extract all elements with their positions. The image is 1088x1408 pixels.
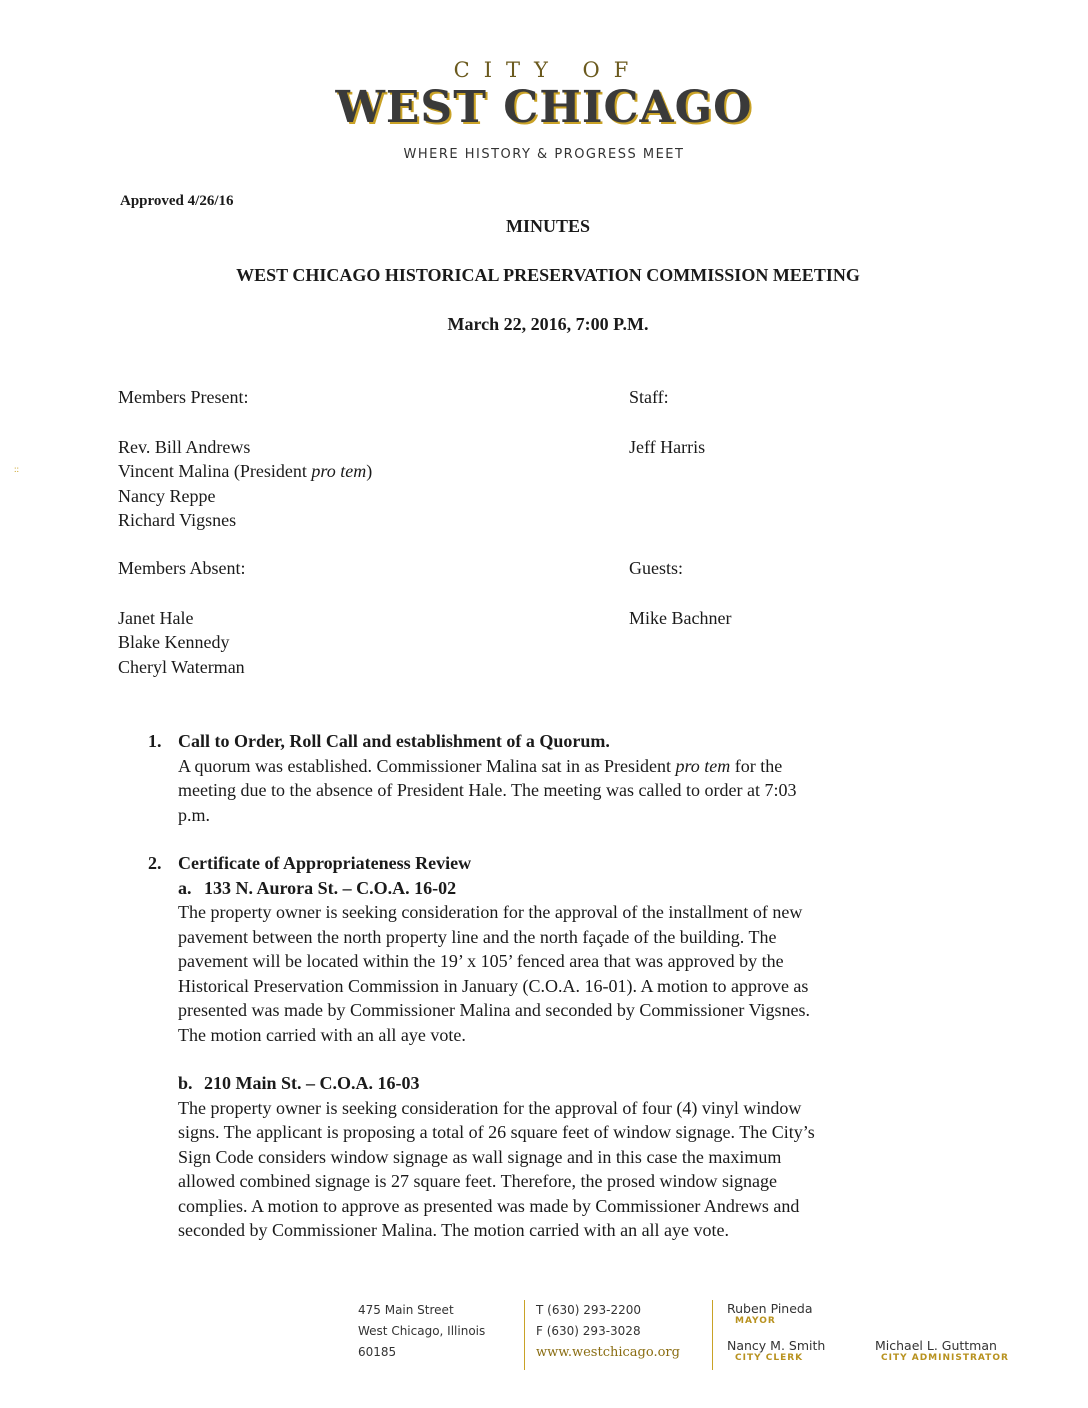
guests-block xyxy=(629,556,731,630)
staff-name: Jeff Harris xyxy=(629,436,706,457)
absent-member-name: Cheryl Waterman xyxy=(118,656,245,677)
footer-address: 475 Main Street West Chicago, Illinois 60185 xyxy=(358,1303,486,1359)
absent-member-name: Janet Hale xyxy=(118,607,194,628)
document-title: MINUTES xyxy=(505,216,590,236)
footer-official-administrator: Michael L. Guttman CITY ADMINISTRATOR xyxy=(875,1338,1009,1363)
section-heading: 1. Call to Order, Roll Call and establishment of a Quorum. xyxy=(148,731,610,751)
item-heading-main-st: b. 210 Main St. – C.O.A. 16-03 xyxy=(178,1073,420,1093)
section-heading: 2. Certificate of Appropriateness Review xyxy=(148,853,472,873)
footer-contact xyxy=(536,1300,680,1363)
item-body-aurora: The property owner is seeking consideration for the approval of the installment of new pavement between the north property line and the north façade of the building. The pavement will be located within the 19’ x 105’ fenced area that was approved by the Historical Preservation Commission in January (C.O.A. 16-01). A motion to approve as presented was made by Commissioner Malina and seconded by Commissioner Vigsnes. The motion carried with an all aye vote. xyxy=(178,902,810,1045)
margin-marker: :: xyxy=(14,464,20,474)
item-heading-aurora: a. 133 N. Aurora St. – C.O.A. 16-02 xyxy=(178,877,457,898)
member-name: Rev. Bill Andrews xyxy=(118,436,251,457)
letterhead-city-name: WEST CHICAGO xyxy=(335,82,753,133)
footer-divider xyxy=(524,1300,525,1370)
item-main-st xyxy=(148,1071,948,1243)
footer-fax: F (630) 293-3028 xyxy=(536,1324,641,1338)
members-present-label: Members Present: xyxy=(118,387,249,407)
footer-official-clerk: Nancy M. Smith CITY CLERK xyxy=(727,1338,826,1363)
letterhead-city-of: CITY OF xyxy=(453,58,643,82)
absent-member-name: Blake Kennedy xyxy=(118,632,230,652)
footer-website-link[interactable]: www.westchicago.org xyxy=(536,1345,680,1360)
item-body-main-st: The property owner is seeking consideration for the approval of four (4) vinyl window signs. The applicant is proposing a total of 26 square feet of window signage. The City’s Sign Code considers window signage as wall signage and in this case the maximum allowed combined signage is 27 square feet. Therefore, the prosed window signage complies. A motion to approve as presented was made by Commissioner Andrews and seconded by Commissioner Malina. The motion carried with an all aye vote. xyxy=(178,1097,815,1240)
document-subtitle: WEST CHICAGO HISTORICAL PRESERVATION COMMISSION MEETING xyxy=(236,265,860,285)
meeting-date: March 22, 2016, 7:00 P.M. xyxy=(447,314,649,334)
section-body: A quorum was established. Commissioner Malina sat in as President pro tem for the meeting due to the absence of President Hale. The meeting was called to order at 7:03 p.m. xyxy=(178,755,797,825)
guest-name: Mike Bachner xyxy=(629,607,732,628)
staff-label: Staff: xyxy=(629,387,669,407)
footer-phone: T (630) 293-2200 xyxy=(536,1303,641,1317)
footer-official-mayor: Ruben Pineda MAYOR xyxy=(727,1301,813,1326)
member-name: Vincent Malina (President pro tem) xyxy=(118,461,373,481)
section-call-to-order xyxy=(148,729,948,827)
footer-divider xyxy=(712,1300,713,1370)
letterhead-tagline: WHERE HISTORY & PROGRESS MEET xyxy=(403,147,685,162)
member-name: Nancy Reppe xyxy=(118,485,216,506)
approved-stamp: Approved 4/26/16 xyxy=(120,193,234,209)
guests-label: Guests: xyxy=(629,558,683,578)
section-coa-review xyxy=(148,851,948,1047)
members-present-block xyxy=(118,385,372,533)
members-absent-block xyxy=(118,556,246,679)
staff-block xyxy=(629,385,705,459)
members-absent-label: Members Absent: xyxy=(118,558,246,578)
member-name: Richard Vigsnes xyxy=(118,510,237,530)
